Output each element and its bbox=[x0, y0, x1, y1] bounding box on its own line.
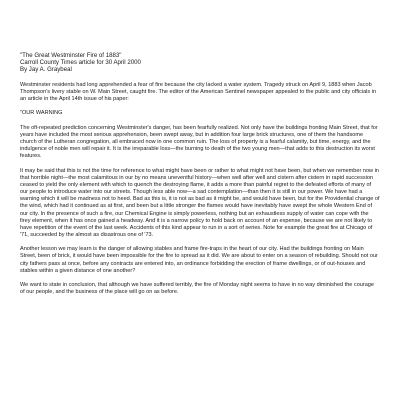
body-paragraph: The oft-repeated prediction concerning Westminster's danger, has been fearfully realized. Not only have the buildings fronting Main Street, that for years have included the most serious apprehension, been swept away, but in addition four large brick structures, one of them the handsome church of the Lutheran congregation, all embraced now in one common ruin. The loss of property is a fearful calamity, but time, energy, and the indulgence of noble men will repair it. It is the irreparable loss—the burning to death of the two young men—that adds to this destruction its worst features. bbox=[20, 124, 378, 160]
article-source: Carroll County Times article for 30 April 2000 bbox=[20, 59, 141, 67]
article-title: "The Great Westminster Fire of 1883" bbox=[20, 52, 122, 59]
article-body bbox=[20, 82, 380, 297]
article-byline: By Jay A. Graybeal bbox=[20, 66, 72, 74]
intro-paragraph: Westminster residents had long apprehended a fear of fire because the city lacked a water system. Tragedy struck on April 9, 1883 when Jacob Thompson's livery stable on W. Main Street, caught fire. The editor of the American Sentinel newspaper appealed to the public and city officials in an article in the April 14th issue of his paper: bbox=[20, 81, 377, 102]
body-paragraph: We want to state in conclusion, that although we have suffered terribly, the fire of Monday night seems to have in no way diminished the courage of our people, and the business of the place will go on as before. bbox=[20, 282, 374, 296]
article-header bbox=[20, 52, 380, 74]
body-paragraph: Another lesson we may learn is the danger of allowing stables and frame fire-traps in the heart of our city. Had the buildings fronting on Main Street, been of brick, it would have been impossible for the fire to spread as it did. We are about to enter on a season of rebuilding. Should not our city fathers pass at once, before any contracts are entered into, an ordinance forbidding the erection of frame dwellings, or of out-houses and stables within a given distance of one another? bbox=[20, 246, 378, 274]
body-paragraph: It may be said that this is not the time for reference to what might have been or rather to what might not have been, but when we remember now in that horrible night—the most calamitous in our by no means uneventful history—when well after well and cistern after cistern in rapid succession ceased to yield the only element with which to quench the destroying flame, it adds a more than painful regret to the defeated efforts of many of our people to introduce water into our streets. Though less able now—a sad contemplation—than then it is still in our power. We have had a warning which it will be madness not to heed. Bad as this is, it is not as bad as it might be, and would have been, but for the Providential change of the wind, which had it continued as at first, and been but a little stronger the flames would have inevitably have swept the whole Western End of our city. In the presence of such a fire, our Chemical Engine is simply powerless, nothing but an exhaustless supply of water can cope with the firey element, when it has once gained a headway. And it is a narrow policy to hold back on account of an expense, because we are not likely to have repetition of the event of the last week. Accidents of this kind appear to run in a sort of series. Note for example the great fire at Chicago of '71, succeeded by the almost as disastrous one of '73. bbox=[20, 167, 380, 238]
quote-heading: "OUR WARNING bbox=[20, 110, 63, 117]
